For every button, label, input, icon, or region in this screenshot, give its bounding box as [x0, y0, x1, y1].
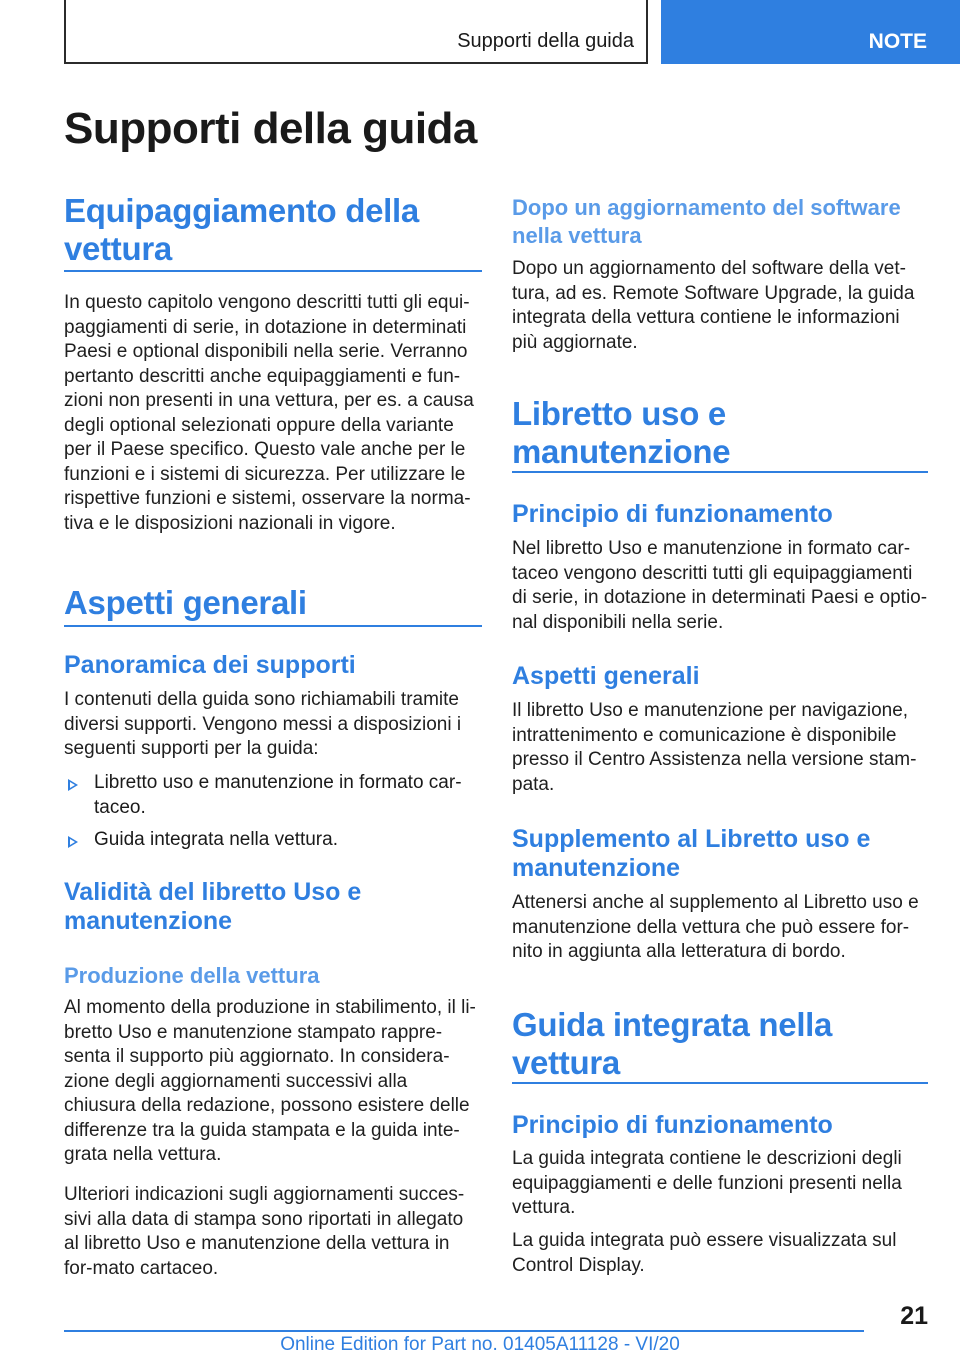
paragraph-software: Dopo un aggiornamento del software della vet-tura, ad es. Remote Software Upgrade, la guida integrata della vettura contiene le informazioni più aggiornate. [512, 258, 915, 353]
heading-libretto: Libretto uso e manutenzione [512, 395, 731, 470]
subheading-aspetti-generali: Aspetti generali [512, 662, 700, 690]
page-number: 21 [900, 1302, 928, 1330]
triangle-bullet-icon [68, 779, 78, 791]
paragraph-integrata-1: La guida integrata contiene le descrizioni degli equipaggiamenti e delle funzioni presenti nella vettura. [512, 1148, 902, 1218]
paragraph-panoramica: I contenuti della guida sono richiamabili tramite diversi supporti. Vengono messi a disposizioni i seguenti supporti per la guida: [64, 689, 462, 759]
header-note-tab[interactable]: NOTE [661, 0, 960, 64]
paragraph-supplemento: Attenersi anche al supplemento al Libretto uso e manutenzione della vettura che può essere for-nito in aggiunta alla letteratura di bordo. [512, 892, 919, 962]
subheading-validita: Validità del libretto Uso e manutenzione [64, 878, 362, 935]
list-item: Guida integrata nella vettura. [64, 828, 482, 853]
paragraph-integrata-2: La guida integrata può essere visualizzata sul Control Display. [512, 1230, 897, 1276]
heading-rule [64, 625, 482, 627]
subheading-principio: Principio di funzionamento [512, 500, 833, 528]
page-title: Supporti della guida [64, 104, 477, 153]
heading-equipaggiamento: Equipaggiamento della vettura [64, 192, 419, 267]
paragraph-principio: Nel libretto Uso e manutenzione in formato car-taceo vengono descritti tutti gli equipaggiamenti di serie, in dotazione in determinati Paesi e optio-nal disponibili nella serie. [512, 538, 928, 633]
header-section-box [64, 0, 648, 64]
subheading-supplemento: Supplemento al Libretto uso e manutenzione [512, 825, 871, 882]
header-section-title: Supporti della guida [457, 30, 634, 52]
list-item: Libretto uso e manutenzione in formato car-taceo. [64, 771, 482, 820]
subheading-principio-integrata: Principio di funzionamento [512, 1111, 833, 1139]
subheading-produzione: Produzione della vettura [64, 963, 320, 988]
footer-edition: Online Edition for Part no. 01405A11128 - VI/20 [280, 1334, 680, 1355]
heading-rule [512, 1082, 928, 1084]
heading-guida-integrata: Guida integrata nella vettura [512, 1006, 833, 1081]
paragraph-ulteriori: Ulteriori indicazioni sugli aggiornamenti succes-sivi alla data di stampa sono riportati in allegato al libretto Uso e manutenzione della vettura in for-mato cartaceo. [64, 1184, 465, 1279]
footer-rule [64, 1330, 864, 1332]
heading-rule [64, 270, 482, 272]
triangle-bullet-icon [68, 836, 78, 848]
paragraph-aspetti-generali: Il libretto Uso e manutenzione per navigazione, intrattenimento e comunicazione è disponibile presso il Centro Assistenza nella versione stam-pata. [512, 700, 917, 795]
subheading-panoramica: Panoramica dei supporti [64, 651, 356, 679]
heading-aspetti-generali: Aspetti generali [64, 584, 307, 621]
paragraph-produzione: Al momento della produzione in stabilimento, il li-bretto Uso e manutenzione stampato rappre-senta il supporto più aggiornato. In considera-zione degli aggiornamenti successivi alla chiusura della redazione, possono esistere delle differenze tra la guida stampata e la guida inte-grata nella vettura. [64, 997, 476, 1165]
subheading-software: Dopo un aggiornamento del software nella vettura [512, 195, 901, 248]
paragraph-equipaggiamento: In questo capitolo vengono descritti tutti gli equi-paggiamenti di serie, in dotazione in determinati Paesi e optional disponibili nella serie. Verranno pertanto descritti anche equipaggiamenti e fun-zioni non presenti in una vettura, per es. a causa degli optional selezionati oppure della variante per il Paese specifico. Questo vale anche per le funzioni e i sistemi di sicurezza. Per utilizzare le rispettive funzioni e sistemi, osservare la norma-tiva e le disposizioni nazionali in vigore. [64, 292, 474, 534]
heading-rule [512, 471, 928, 473]
